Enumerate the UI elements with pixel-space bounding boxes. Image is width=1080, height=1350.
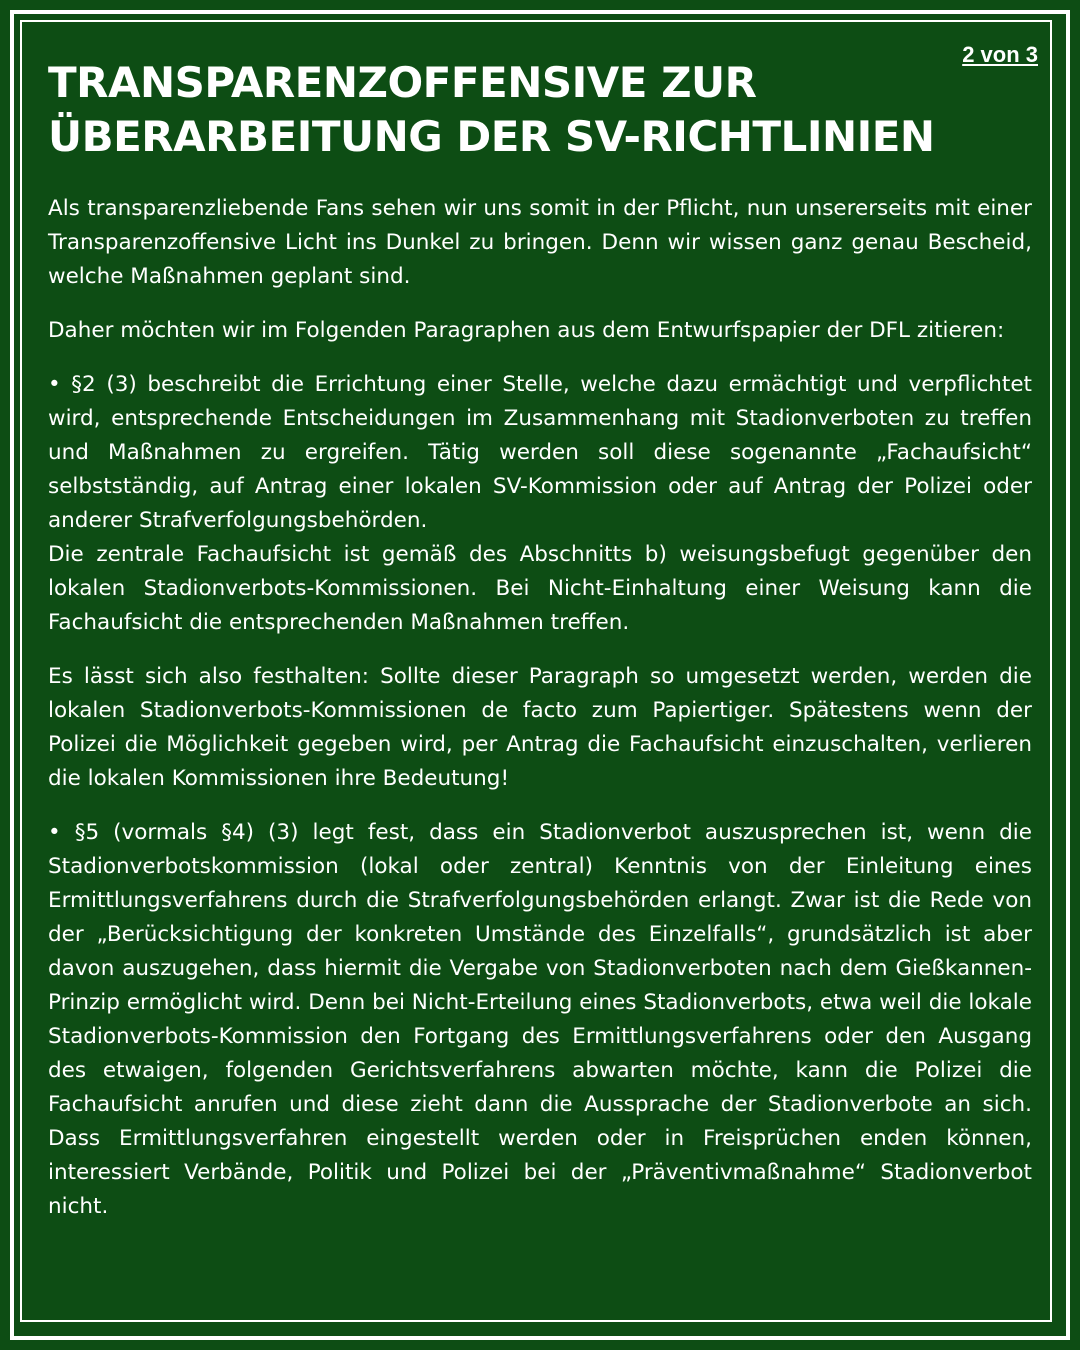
- paragraph-section-2: • §2 (3) beschreibt die Errichtung einer Stelle, welche dazu ermächtigt und verpflichtet wird, entsprechende Entscheidungen im Zusammenhang mit Stadionverboten zu treffen und Maßnahmen zu ergreifen. Tätig werden soll diese sogenannte „Fachaufsicht“ selbstständig, auf Antrag einer lokalen SV-Kommission oder auf Antrag der Polizei oder anderer Strafverfolgungsbehörden.: [48, 372, 1032, 533]
- paragraph-conclusion: Es lässt sich also festhalten: Sollte dieser Paragraph so umgesetzt werden, werden die lokalen Stadionverbots-Kommissionen de facto zum Papiertiger. Spätestens wenn der Polizei die Möglichkeit gegeben wird, per Antrag die Fachaufsicht einzuschalten, verlieren die lokalen Kommissionen ihre Bedeutung!: [48, 664, 1032, 791]
- page-title: TRANSPARENZOFFENSIVE ZUR ÜBERARBEITUNG DER SV-RICHTLINIEN: [48, 58, 935, 161]
- paragraph-section-2-detail: Die zentrale Fachaufsicht ist gemäß des Abschnitts b) weisungsbefugt gegenüber den lokalen Stadionverbots-Kommissionen. Bei Nicht-Einhaltung einer Weisung kann die Fachaufsicht die entsprechenden Maßnahmen treffen.: [48, 542, 1032, 635]
- page-indicator-link[interactable]: 2 von 3: [962, 42, 1038, 67]
- paragraph-quote-intro: Daher möchten wir im Folgenden Paragraphen aus dem Entwurfspapier der DFL zitieren:: [48, 318, 1005, 343]
- paragraph-section-5: • §5 (vormals §4) (3) legt fest, dass ein Stadionverbot auszusprechen ist, wenn die Stadionverbotskommission (lokal oder zentral) Kenntnis von der Einleitung eines Ermittlungsverfahrens durch die Strafverfolgungsbehörden erlangt. Zwar ist die Rede von der „Berücksichtigung der konkreten Umstände des Einzelfalls“, grundsätzlich ist aber davon auszugehen, dass hiermit die Vergabe von Stadionverboten nach dem Gießkannen-Prinzip ermöglicht wird. Denn bei Nicht-Erteilung eines Stadionverbots, etwa weil die lokale Stadionverbots-Kommission den Fortgang des Ermittlungsverfahrens oder den Ausgang des etwaigen, folgenden Gerichtsverfahrens abwarten möchte, kann die Polizei die Fachaufsicht anrufen und diese zieht dann die Aussprache der Stadionverbote an sich. Dass Ermittlungsverfahren eingestellt werden oder in Freisprüchen enden können, interessiert Verbände, Politik und Polizei bei der „Präventivmaßnahme“ Stadionverbot nicht.: [48, 820, 1032, 1219]
- article-body: [48, 192, 1032, 1244]
- paragraph-intro: Als transparenzliebende Fans sehen wir uns somit in der Pflicht, nun unsererseits mit einer Transparenzoffensive Licht ins Dunkel zu bringen. Denn wir wissen ganz genau Bescheid, welche Maßnahmen geplant sind.: [48, 196, 1032, 289]
